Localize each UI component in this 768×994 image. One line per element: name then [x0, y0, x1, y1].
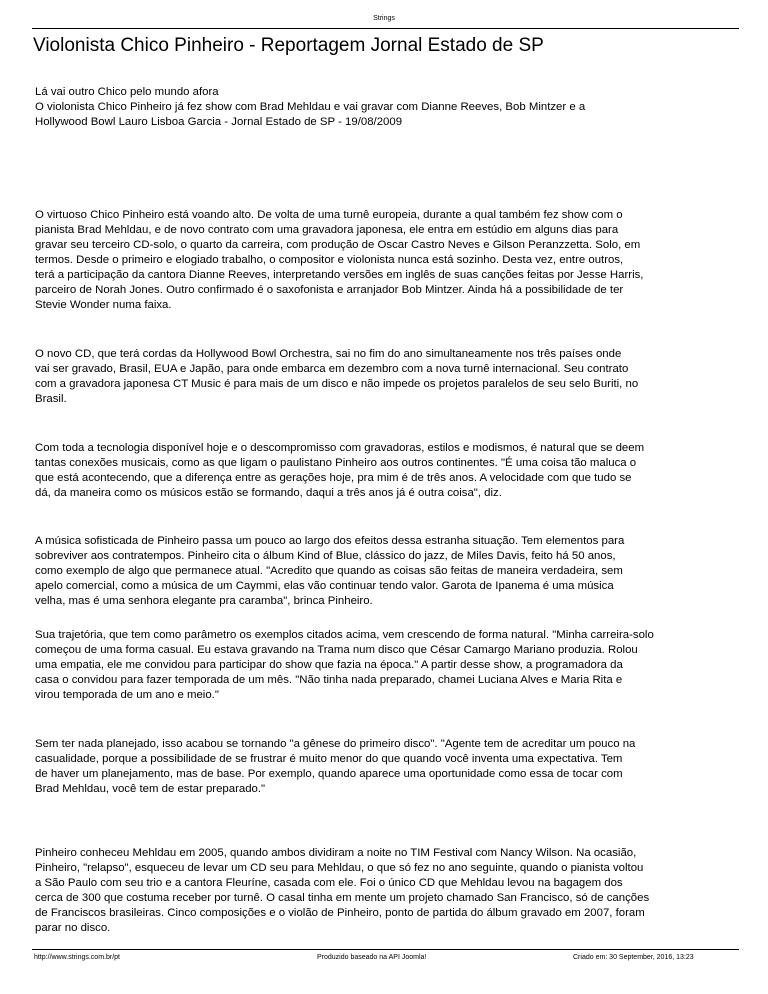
paragraph-line: tantas conexões musicais, como as que ligam o paulistano Pinheiro aos outros continentes. "É uma coisa tão maluca o: [35, 457, 637, 469]
paragraph-line: apelo comercial, como a música de um Caymmi, elas vão continuar tendo valor. Garota de Ipanema é uma música: [35, 580, 614, 592]
paragraph-line: uma empatia, ele me convidou para participar do show que fazia na época." A partir desse show, a programadora da: [35, 659, 623, 671]
paragraph-line: Sem ter nada planejado, isso acabou se tornando "a gênese do primeiro disco". "Agente tem de acreditar um pouco na: [35, 738, 636, 750]
paragraph-line: Pinheiro conheceu Mehldau em 2005, quando ambos dividiram a noite no TIM Festival com Nancy Wilson. Na ocasião,: [35, 847, 637, 859]
article-paragraph: [35, 737, 735, 797]
paragraph-line: virou temporada de um ano e meio.": [35, 689, 219, 701]
article-paragraph: [35, 628, 735, 703]
paragraph-line: Brasil.: [35, 393, 67, 405]
paragraph-line: como exemplo de algo que permanece atual. "Acredito que quando as coisas são feitas de maneira verdadeira, sem: [35, 565, 623, 577]
article-paragraph: [35, 208, 735, 313]
intro-line: Hollywood Bowl Lauro Lisboa Garcia - Jornal Estado de SP - 19/08/2009: [35, 116, 403, 128]
article-paragraph: [35, 534, 735, 609]
paragraph-line: a São Paulo com seu trio e a cantora Fleuríne, casada com ele. Foi o único CD que Mehldau levou na bagagem dos: [35, 877, 623, 889]
paragraph-line: casa o convidou para fazer temporada de um mês. "Não tinha nada preparado, chamei Luciana Alves e Maria Rita e: [35, 674, 623, 686]
article-intro: [35, 85, 735, 130]
paragraph-line: sobreviver aos contratempos. Pinheiro cita o álbum Kind of Blue, clássico do jazz, de Miles Davis, feito há 50 anos,: [35, 550, 616, 562]
article-paragraph: [35, 846, 735, 936]
footer-divider: [32, 949, 739, 950]
paragraph-line: parceiro de Norah Jones. Outro confirmado é o saxofonista e arranjador Bob Mintzer. Ainda há a possibilidade de ter: [35, 284, 624, 296]
paragraph-line: gravar seu terceiro CD-solo, o quarto da carreira, com produção de Oscar Castro Neves e Gilson Peranzzetta. Solo, em: [35, 239, 641, 251]
paragraph-line: pianista Brad Mehldau, e de novo contrato com uma gravadora japonesa, ele entra em estúdio em alguns dias para: [35, 224, 619, 236]
paragraph-line: termos. Desde o primeiro e elogiado trabalho, o compositor e violonista nunca está sozinho. Desta vez, entre outros,: [35, 254, 624, 266]
footer-created-date: Criado em: 30 September, 2016, 13:23: [573, 954, 694, 961]
intro-line: Lá vai outro Chico pelo mundo afora: [35, 86, 219, 98]
paragraph-line: que está acontecendo, que a diferença entre as gerações hoje, pra mim é de três anos. A velocidade com que tudo se: [35, 472, 632, 484]
paragraph-line: Sua trajetória, que tem como parâmetro os exemplos citados acima, vem crescendo de forma natural. "Minha carreira-solo: [35, 629, 654, 641]
paragraph-line: vai ser gravado, Brasil, EUA e Japão, para onde embarca em dezembro com a nova turnê internacional. Seu contrato: [35, 363, 629, 375]
paragraph-line: A música sofisticada de Pinheiro passa um pouco ao largo dos efeitos dessa estranha situação. Tem elementos para: [35, 535, 625, 547]
paragraph-line: O novo CD, que terá cordas da Hollywood Bowl Orchestra, sai no fim do ano simultaneamente nos três países onde: [35, 348, 622, 360]
site-name: Strings: [373, 15, 395, 22]
paragraph-line: começou de uma forma casual. Eu estava gravando na Trama num disco que César Camargo Mariano produzia. Rolou: [35, 644, 638, 656]
paragraph-line: parar no disco.: [35, 922, 111, 934]
article-paragraph: [35, 347, 735, 407]
paragraph-line: com a gravadora japonesa CT Music é para mais de um disco e não impede os projetos paralelos de seu selo Buriti, no: [35, 378, 639, 390]
article-title: Violonista Chico Pinheiro - Reportagem Jornal Estado de SP: [33, 35, 544, 56]
paragraph-line: velha, mas é uma senhora elegante pra caramba", brinca Pinheiro.: [35, 595, 373, 607]
footer-produced-by: Produzido baseado na API Joomla!: [317, 954, 427, 961]
intro-line: O violonista Chico Pinheiro já fez show com Brad Mehldau e vai gravar com Dianne Reeves, Bob Mintzer e a: [35, 101, 586, 113]
paragraph-line: Com toda a tecnologia disponível hoje e o descompromisso com gravadoras, estilos e modismos, é natural que se deem: [35, 442, 645, 454]
paragraph-line: de haver um planejamento, mas de base. Por exemplo, quando aparece uma oportunidade como essa de tocar com: [35, 768, 623, 780]
article-paragraph: [35, 441, 735, 501]
paragraph-line: terá a participação da cantora Dianne Reeves, interpretando versões em inglês de suas canções feitas por Jesse Harris,: [35, 269, 644, 281]
header-divider: [32, 28, 739, 29]
paragraph-line: Pinheiro, "relapso", esqueceu de levar um CD seu para Mehldau, o que só fez no ano seguinte, quando o pianista voltou: [35, 862, 644, 874]
paragraph-line: dá, da maneira como os músicos estão se formando, daqui a três anos já é outra coisa", diz.: [35, 487, 502, 499]
paragraph-line: Brad Mehldau, você tem de estar preparado.": [35, 783, 266, 795]
paragraph-line: de Franciscos brasileiras. Cinco composições e o violão de Pinheiro, ponto de partida do álbum gravado em 2007, foram: [35, 907, 645, 919]
paragraph-line: Stevie Wonder numa faixa.: [35, 299, 172, 311]
paragraph-line: casualidade, porque a possibilidade de se frustrar é muito menor do que quando você inventa uma expectativa. Tem: [35, 753, 623, 765]
paragraph-line: cerca de 300 que costuma receber por turnê. O casal tinha em mente um projeto chamado San Francisco, só de canções: [35, 892, 650, 904]
footer-url: http://www.strings.com.br/pt: [34, 954, 120, 961]
paragraph-line: O virtuoso Chico Pinheiro está voando alto. De volta de uma turnê europeia, durante a qual também fez show com o: [35, 209, 623, 221]
